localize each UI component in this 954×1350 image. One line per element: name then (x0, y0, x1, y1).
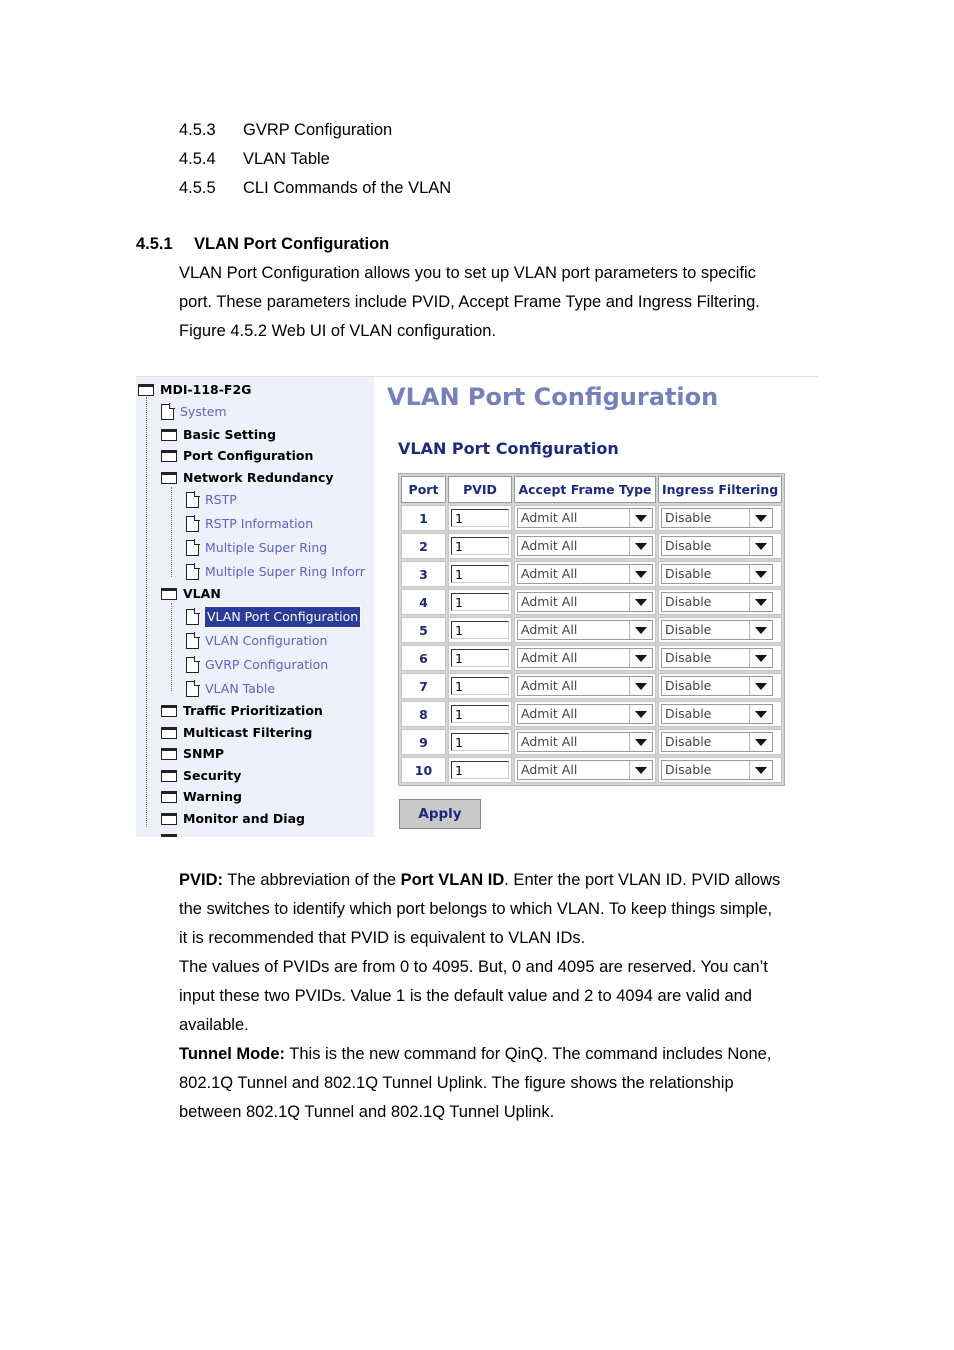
tree-label: Traffic Prioritization (183, 702, 323, 718)
accept-frame-type-select[interactable] (517, 536, 653, 556)
tree-label: Port Configuration (183, 447, 314, 463)
chevron-down-icon[interactable] (749, 565, 772, 583)
folder-icon (161, 834, 177, 838)
frame-type-cell (514, 561, 656, 587)
ingress-cell (658, 673, 782, 699)
pvid-input[interactable] (451, 621, 509, 639)
tree-item-partial (161, 829, 183, 837)
tree-item-multicast-filtering[interactable] (161, 722, 312, 742)
section-number: 4.5.1 (136, 235, 173, 253)
pvid-cell (448, 645, 512, 671)
ingress-cell (658, 561, 782, 587)
body-line (179, 866, 817, 895)
frame-type-cell (514, 701, 656, 727)
tree-label: RSTP Information (205, 515, 314, 531)
folder-icon (161, 450, 177, 462)
tree-item-port-configuration[interactable] (161, 445, 313, 465)
chevron-down-icon[interactable] (629, 537, 652, 555)
folder-icon (161, 705, 177, 717)
ingress-filtering-select[interactable] (661, 732, 773, 752)
accept-frame-type-select[interactable] (517, 704, 653, 724)
ingress-cell (658, 589, 782, 615)
select-value: Admit All (521, 510, 578, 525)
folder-icon (161, 813, 177, 825)
intro-paragraph (179, 259, 817, 346)
folder-icon (161, 748, 177, 760)
chevron-down-icon[interactable] (749, 733, 772, 751)
tree-label: Multiple Super Ring Inforr (205, 563, 365, 579)
body-line: between 802.1Q Tunnel and 802.1Q Tunnel Uplink. (179, 1103, 555, 1121)
tree-item-system[interactable] (161, 401, 227, 421)
pvid-label: PVID: (179, 871, 224, 889)
folder-icon (161, 727, 177, 739)
chevron-down-icon[interactable] (629, 593, 652, 611)
chevron-down-icon[interactable] (629, 677, 652, 695)
chevron-down-icon[interactable] (749, 621, 772, 639)
tree-label: Basic Setting (183, 426, 277, 442)
chevron-down-icon[interactable] (629, 649, 652, 667)
ingress-filtering-select[interactable] (661, 508, 773, 528)
ingress-filtering-select[interactable] (661, 620, 773, 640)
ingress-filtering-select[interactable] (661, 760, 773, 780)
body-line: it is recommended that PVID is equivalent to VLAN IDs. (179, 929, 586, 947)
pvid-input[interactable] (451, 593, 509, 611)
ingress-cell (658, 533, 782, 559)
accept-frame-type-select[interactable] (517, 508, 653, 528)
select-value: Admit All (521, 762, 578, 777)
body-line: 802.1Q Tunnel and 802.1Q Tunnel Uplink. The figure shows the relationship (179, 1074, 734, 1092)
page-icon (186, 540, 199, 556)
chevron-down-icon[interactable] (749, 705, 772, 723)
body-text: . Enter the port VLAN ID. PVID allows (504, 871, 781, 889)
table-row (401, 533, 782, 559)
chevron-down-icon[interactable] (629, 565, 652, 583)
page-icon (186, 633, 199, 649)
pvid-cell (448, 505, 512, 531)
select-value: Admit All (521, 678, 578, 693)
table-row (401, 645, 782, 671)
column-header-accept-frame-type: Accept Frame Type (514, 476, 656, 503)
tree-label: VLAN (183, 585, 221, 601)
pvid-input[interactable] (451, 705, 509, 723)
tree-label: VLAN Port Configuration (205, 607, 360, 627)
tunnel-mode-label: Tunnel Mode: (179, 1045, 286, 1063)
tree-label: GVRP Configuration (205, 656, 329, 672)
section-subtitle: VLAN Port Configuration (398, 439, 619, 458)
pvid-input[interactable] (451, 537, 509, 555)
tree-label: MDI-118-F2G (160, 381, 252, 397)
page-icon (186, 564, 199, 580)
toc-title: GVRP Configuration (243, 121, 393, 139)
tree-root[interactable] (138, 379, 251, 399)
chevron-down-icon[interactable] (629, 705, 652, 723)
ingress-filtering-select[interactable] (661, 564, 773, 584)
select-value: Admit All (521, 594, 578, 609)
chevron-down-icon[interactable] (749, 537, 772, 555)
table-row (401, 617, 782, 643)
select-value: Disable (665, 762, 712, 777)
table-row (401, 729, 782, 755)
figure-caption: Figure 4.5.2 Web UI of VLAN configuration. (179, 322, 497, 340)
ingress-cell (658, 729, 782, 755)
pvid-input[interactable] (451, 649, 509, 667)
pvid-input[interactable] (451, 761, 509, 779)
pvid-cell (448, 701, 512, 727)
folder-icon (161, 770, 177, 782)
tree-label: System (180, 403, 227, 419)
section-heading (136, 234, 389, 254)
accept-frame-type-select[interactable] (517, 732, 653, 752)
table-row (401, 589, 782, 615)
select-value: Disable (665, 706, 712, 721)
tree-item-gvrp-configuration[interactable] (186, 654, 328, 674)
ingress-cell (658, 701, 782, 727)
select-value: Disable (665, 566, 712, 581)
ingress-filtering-select[interactable] (661, 704, 773, 724)
web-ui-screenshot (136, 376, 818, 837)
accept-frame-type-select[interactable] (517, 564, 653, 584)
tree-label: Multicast Filtering (183, 724, 313, 740)
select-value: Admit All (521, 538, 578, 553)
pvid-input[interactable] (451, 733, 509, 751)
tree-item-multiple-super-ring[interactable] (186, 537, 327, 557)
page-title: VLAN Port Configuration (387, 383, 719, 411)
toc-number: 4.5.3 (179, 121, 216, 139)
port-number: 10 (401, 757, 446, 783)
pvid-cell (448, 673, 512, 699)
select-value: Admit All (521, 566, 578, 581)
vlan-port-table (398, 473, 785, 786)
chevron-down-icon[interactable] (749, 649, 772, 667)
tree-label: Multiple Super Ring (205, 539, 328, 555)
body-line (179, 1040, 817, 1069)
table-row (401, 673, 782, 699)
pvid-cell (448, 561, 512, 587)
port-number: 8 (401, 701, 446, 727)
pvid-term: Port VLAN ID (400, 871, 505, 889)
column-header-ingress-filtering: Ingress Filtering (658, 476, 782, 503)
ingress-cell (658, 505, 782, 531)
accept-frame-type-select[interactable] (517, 620, 653, 640)
chevron-down-icon[interactable] (749, 509, 772, 527)
table-row (401, 561, 782, 587)
body-text: The abbreviation of the (223, 871, 401, 889)
tree-item-vlan-table[interactable] (186, 678, 275, 698)
select-value: Admit All (521, 622, 578, 637)
accept-frame-type-select[interactable] (517, 592, 653, 612)
port-number: 7 (401, 673, 446, 699)
toc-entry (179, 178, 451, 198)
table-row (401, 701, 782, 727)
chevron-down-icon[interactable] (749, 761, 772, 779)
tree-label: VLAN Table (205, 680, 276, 696)
body-line: available. (179, 1016, 249, 1034)
column-header-port: Port (401, 476, 446, 503)
ingress-filtering-select[interactable] (661, 676, 773, 696)
tree-label: SNMP (183, 745, 225, 761)
chevron-down-icon[interactable] (749, 677, 772, 695)
page-icon (186, 609, 199, 625)
chevron-down-icon[interactable] (749, 593, 772, 611)
port-number: 3 (401, 561, 446, 587)
tree-item-vlan[interactable] (161, 583, 221, 603)
tree-label: RSTP (205, 491, 237, 507)
frame-type-cell (514, 729, 656, 755)
toc-entry (179, 149, 330, 169)
pvid-input[interactable] (451, 509, 509, 527)
tree-item-security[interactable] (161, 765, 241, 785)
tree-label: Warning (183, 788, 242, 804)
section-title: VLAN Port Configuration (194, 235, 390, 253)
port-number: 1 (401, 505, 446, 531)
select-value: Disable (665, 538, 712, 553)
ingress-cell (658, 757, 782, 783)
tree-item-multiple-super-ring-info[interactable] (186, 561, 365, 581)
body-line: The values of PVIDs are from 0 to 4095. But, 0 and 4095 are reserved. You can’t (179, 958, 768, 976)
folder-icon (161, 791, 177, 803)
tree-item-traffic-prioritization[interactable] (161, 700, 323, 720)
body-text: This is the new command for QinQ. The command includes None, (285, 1045, 772, 1063)
chevron-down-icon[interactable] (629, 761, 652, 779)
toc-title: VLAN Table (243, 150, 330, 168)
ingress-cell (658, 617, 782, 643)
port-number: 6 (401, 645, 446, 671)
folder-icon (161, 429, 177, 441)
pvid-cell (448, 617, 512, 643)
frame-type-cell (514, 617, 656, 643)
pvid-cell (448, 589, 512, 615)
tree-label: Network Redundancy (183, 469, 334, 485)
port-number: 4 (401, 589, 446, 615)
tree-item-vlan-port-configuration[interactable] (186, 606, 360, 626)
pvid-cell (448, 757, 512, 783)
chevron-down-icon[interactable] (629, 509, 652, 527)
frame-type-cell (514, 757, 656, 783)
folder-icon (161, 588, 177, 600)
tree-item-warning[interactable] (161, 786, 242, 806)
folder-icon (161, 472, 177, 484)
page-icon (186, 492, 199, 508)
pvid-cell (448, 729, 512, 755)
tree-item-vlan-configuration[interactable] (186, 630, 327, 650)
accept-frame-type-select[interactable] (517, 648, 653, 668)
apply-button[interactable]: Apply (399, 799, 481, 829)
intro-line: VLAN Port Configuration allows you to set up VLAN port parameters to specific (179, 264, 756, 282)
toc-number: 4.5.4 (179, 150, 216, 168)
config-panel (374, 377, 818, 837)
ingress-cell (658, 645, 782, 671)
body-line: input these two PVIDs. Value 1 is the default value and 2 to 4094 are valid and (179, 987, 752, 1005)
frame-type-cell (514, 645, 656, 671)
select-value: Disable (665, 650, 712, 665)
ingress-filtering-select[interactable] (661, 536, 773, 556)
page-icon (186, 681, 199, 697)
tree-item-basic-setting[interactable] (161, 424, 276, 444)
chevron-down-icon[interactable] (629, 621, 652, 639)
tree-item-network-redundancy[interactable] (161, 467, 334, 487)
accept-frame-type-select[interactable] (517, 676, 653, 696)
pvid-input[interactable] (451, 677, 509, 695)
tree-item-rstp-information[interactable] (186, 513, 313, 533)
port-number: 2 (401, 533, 446, 559)
chevron-down-icon[interactable] (629, 733, 652, 751)
frame-type-cell (514, 673, 656, 699)
toc-number: 4.5.5 (179, 179, 216, 197)
column-header-pvid: PVID (448, 476, 512, 503)
select-value: Disable (665, 510, 712, 525)
select-value: Disable (665, 622, 712, 637)
folder-icon (138, 384, 154, 396)
page-icon (161, 404, 174, 420)
navigation-tree (136, 377, 374, 837)
select-value: Admit All (521, 734, 578, 749)
select-value: Disable (665, 734, 712, 749)
tree-item-monitor-and-diag[interactable] (161, 808, 305, 828)
pvid-paragraph (179, 866, 817, 1127)
frame-type-cell (514, 533, 656, 559)
intro-line: port. These parameters include PVID, Accept Frame Type and Ingress Filtering. (179, 293, 760, 311)
accept-frame-type-select[interactable] (517, 760, 653, 780)
toc-entry (179, 120, 392, 140)
select-value: Disable (665, 594, 712, 609)
ingress-filtering-select[interactable] (661, 648, 773, 668)
port-number: 9 (401, 729, 446, 755)
port-number: 5 (401, 617, 446, 643)
select-value: Admit All (521, 706, 578, 721)
toc-title: CLI Commands of the VLAN (243, 179, 452, 197)
page-icon (186, 657, 199, 673)
frame-type-cell (514, 505, 656, 531)
tree-item-snmp[interactable] (161, 743, 224, 763)
table-row (401, 505, 782, 531)
frame-type-cell (514, 589, 656, 615)
page-icon (186, 516, 199, 532)
select-value: Admit All (521, 650, 578, 665)
select-value: Disable (665, 678, 712, 693)
tree-item-rstp[interactable] (186, 489, 237, 509)
tree-label: Monitor and Diag (183, 810, 305, 826)
table-row (401, 757, 782, 783)
tree-label: VLAN Configuration (205, 632, 328, 648)
pvid-input[interactable] (451, 565, 509, 583)
body-line: the switches to identify which port belongs to which VLAN. To keep things simple, (179, 900, 773, 918)
pvid-cell (448, 533, 512, 559)
ingress-filtering-select[interactable] (661, 592, 773, 612)
tree-label: Security (183, 767, 242, 783)
